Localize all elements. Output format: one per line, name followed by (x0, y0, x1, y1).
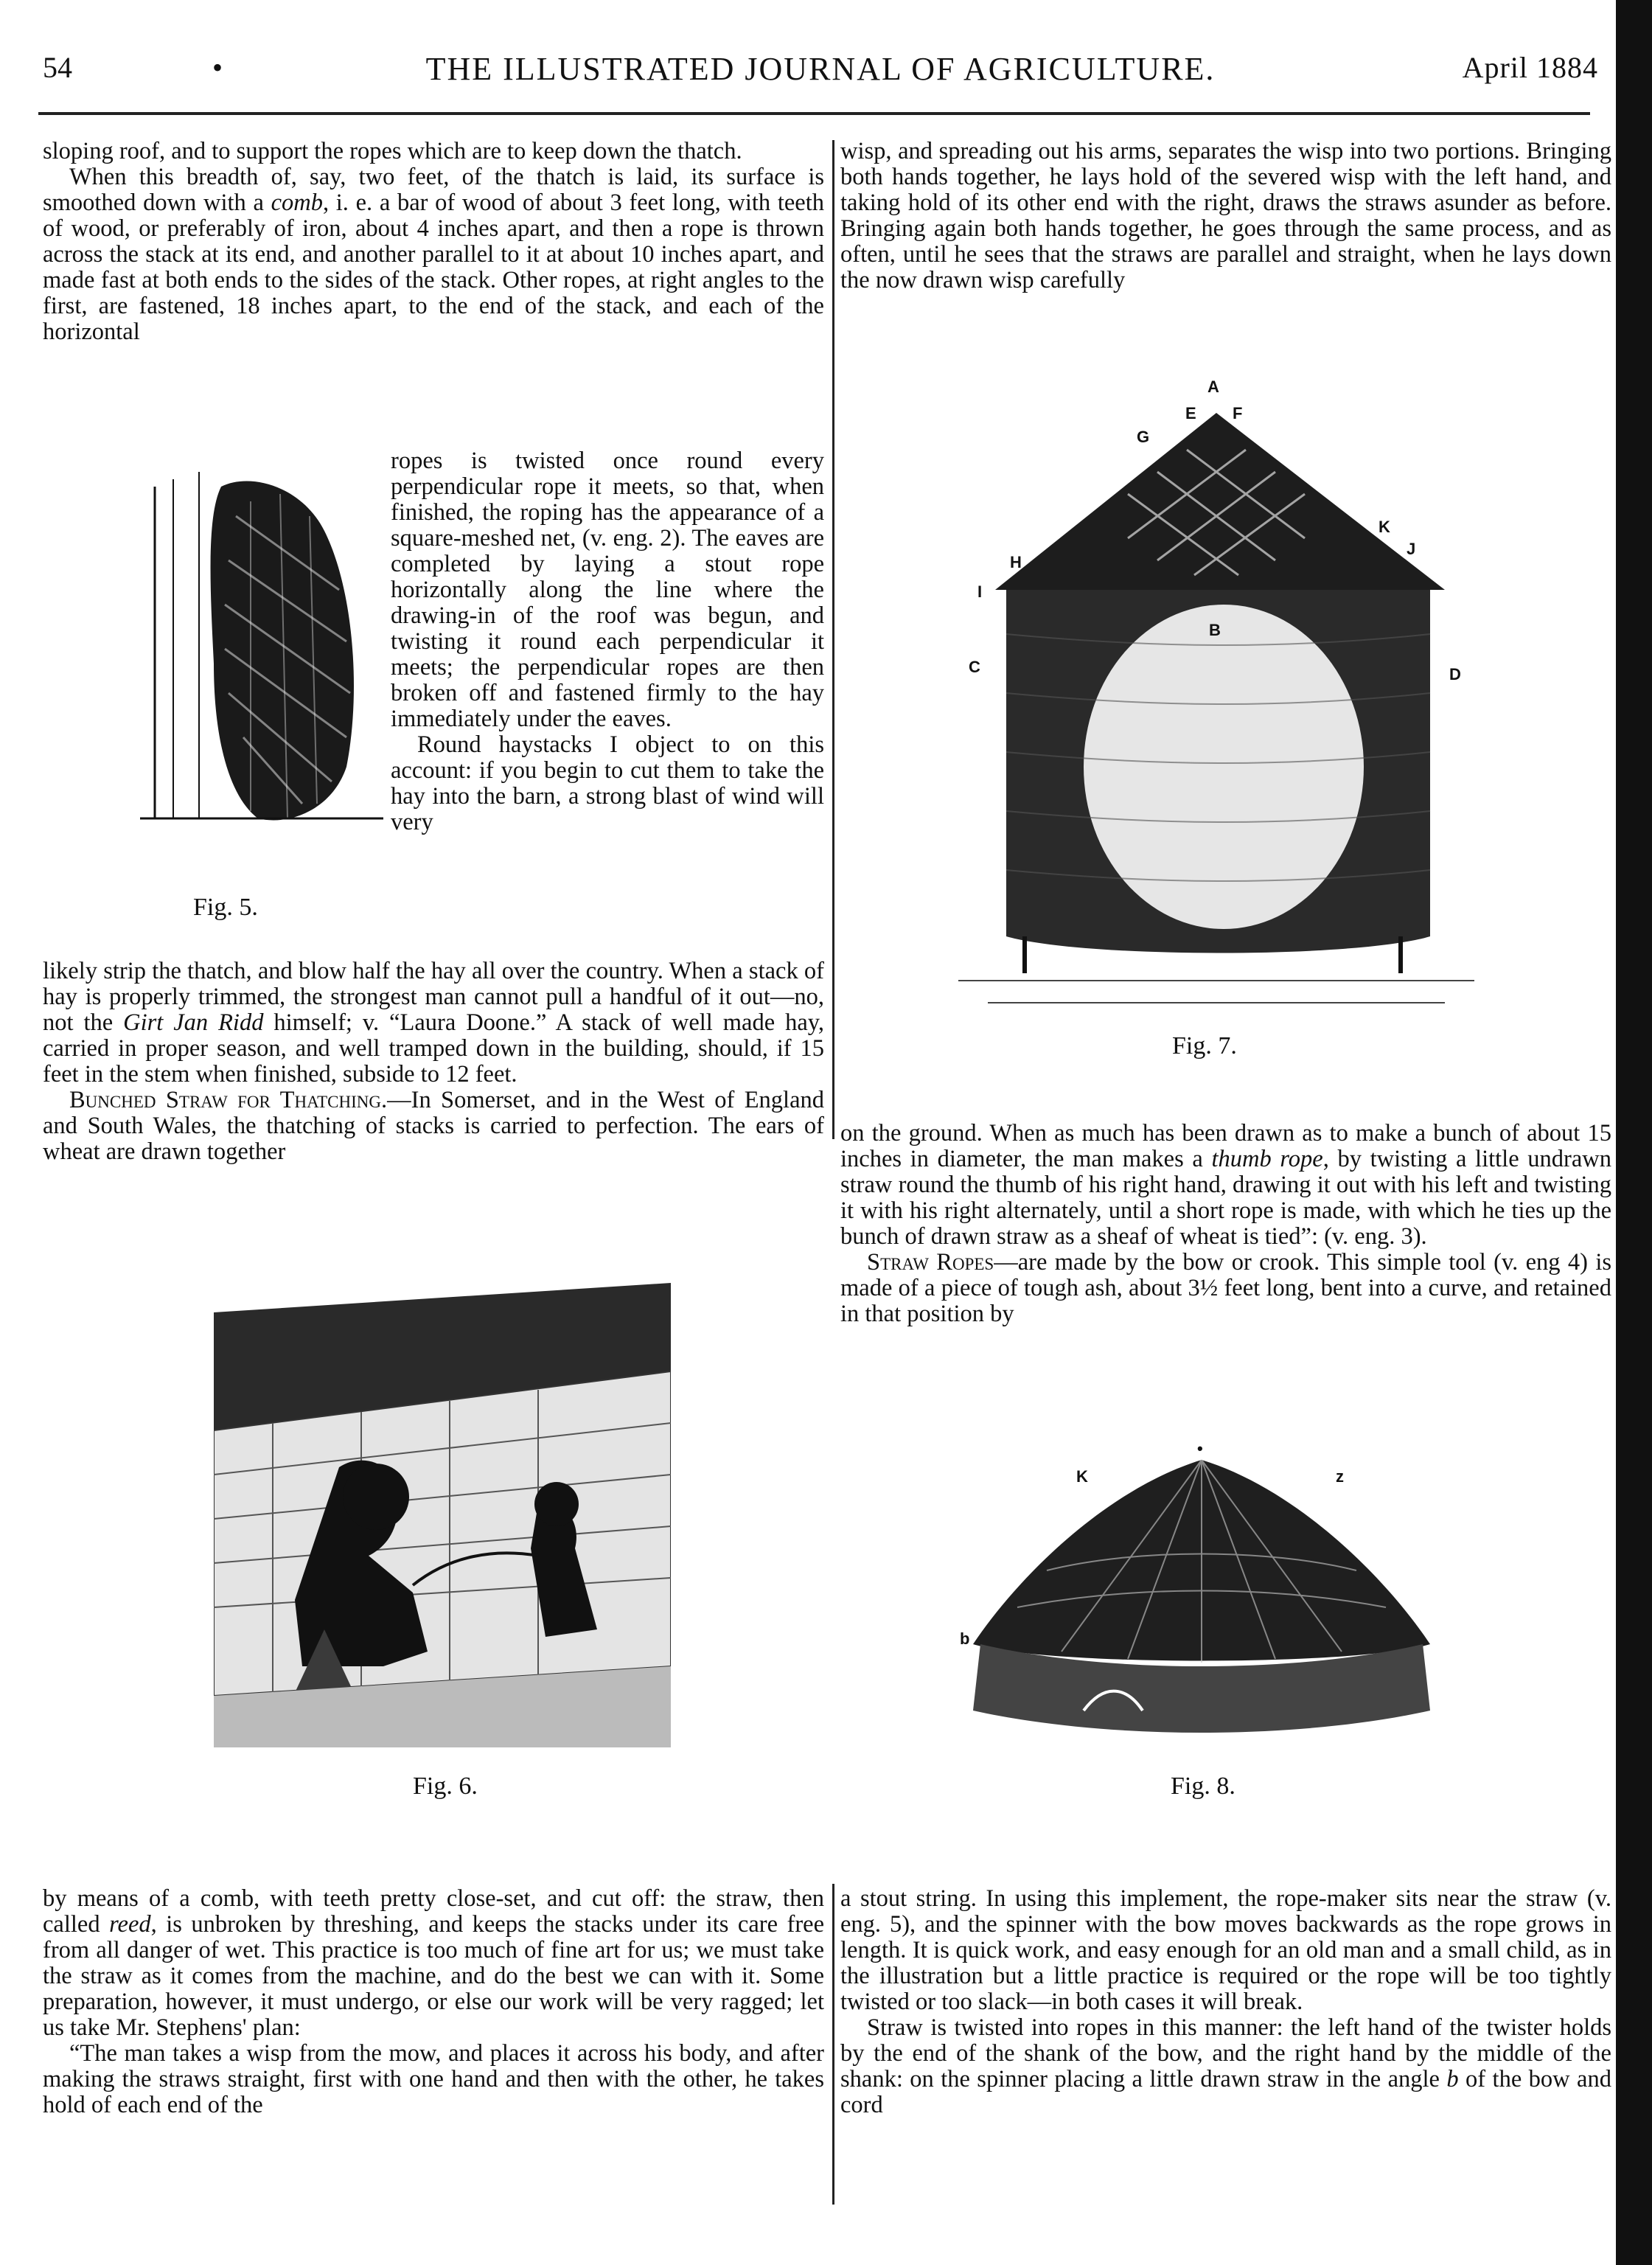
fig7-label-k: K (1379, 518, 1390, 536)
text-run: When this breadth of, say, two feet, of the thatch is laid, its surface is smoothed down with a (43, 164, 824, 216)
italic-term: comb (271, 189, 323, 216)
fig8-label-k: K (1076, 1467, 1088, 1486)
text-run: by means of a comb, with teeth pretty close-set, and cut off: the straw, then called (43, 1885, 824, 1938)
col1-top-text (43, 139, 824, 345)
figure-5-haystack-end (140, 472, 383, 833)
col2-bottom-text (840, 1886, 1611, 2118)
fig7-label-h: H (1010, 553, 1022, 571)
text-run: of the bow and cord (840, 2066, 1611, 2118)
fig7-label-g: G (1137, 428, 1150, 446)
paragraph (43, 958, 824, 1088)
text-run: himself; v. “Laura Doone.” A stack of well made hay, carried in proper season, and well tramped down in the building, should, if 15 feet in the stem when finished, subside to 12 feet. (43, 1009, 825, 1088)
col1-text-beside-fig5 (391, 448, 824, 835)
paragraph: “The man takes a wisp from the mow, and places it across his body, and after making the straws straight, first with one hand and then with the other, he takes hold of each end of the (43, 2040, 824, 2118)
section-heading: Bunched Straw for Thatching. (69, 1087, 388, 1113)
fig7-label-d: D (1449, 665, 1461, 683)
paragraph (840, 1250, 1611, 1327)
text-run: likely strip the thatch, and blow half the hay all over the country. When a stack of hay is properly trimmed, the strongest man cannot pull a handful of it out—no, not the (43, 958, 824, 1036)
fig7-label-f: F (1233, 404, 1243, 422)
fig7-label-b: B (1209, 621, 1221, 639)
page-edge-shadow (1616, 0, 1652, 2265)
paragraph (43, 164, 824, 345)
italic-letter: b (1446, 2066, 1459, 2092)
section-heading: Straw Ropes (867, 1249, 994, 1276)
paragraph (43, 1088, 824, 1165)
text-run: on the ground. When as much has been drawn as to make a bunch of about 15 inches in diameter, the man makes a (840, 1120, 1611, 1172)
fig7-label-e: E (1185, 404, 1196, 422)
fig7-caption: Fig. 7. (1172, 1032, 1237, 1060)
col2-top-text (840, 139, 1611, 293)
col1-text-after-fig5 (43, 958, 824, 1165)
fig7-label-i: I (977, 582, 983, 601)
running-header (43, 44, 1598, 96)
figure-8-stack-roof (958, 1445, 1445, 1755)
figure-6-rope-making-scene (214, 1283, 671, 1747)
paragraph: wisp, and spreading out his arms, separates the wisp into two portions. Bringing both hands together, he lays hold of the severed wisp with the left hand, and taking hold of its other end with the right, draws the straws asunder as before. Bringing again both hands together, he goes through the same process, and as often, until he sees that the straws are parallel and straight, when he lays down the now drawn wisp carefully (840, 138, 1611, 293)
col2-mid-text (840, 1121, 1611, 1327)
fig8-label-z: z (1336, 1467, 1344, 1486)
issue-date: April 1884 (1462, 51, 1598, 84)
column-rule-bottom (832, 1884, 834, 2205)
paragraph: sloping roof, and to support the ropes which are to keep down the thatch. (43, 138, 742, 164)
paragraph (43, 1886, 824, 2041)
fig7-label-j: J (1407, 540, 1416, 558)
text-run: , by twisting a little undrawn straw round the thumb of his right hand, drawing it out with his left and twisting it with his right alternately, until a short rope is made, with which he ties up the bunch of drawn straw as a sheaf of wheat is tied”: (v. eng. 3). (840, 1146, 1611, 1250)
fig8-label-top: • (1197, 1445, 1203, 1458)
text-run: , is unbroken by threshing, and keeps the stacks under its care free from all danger of wet. This practice is too much of fine art for us; we must take the straw as it comes from the machine, and do the best we can with it. Some preparation, however, it must undergo, or else our work will be very ragged; let us take Mr. Stephens' plan: (43, 1911, 824, 2041)
italic-term: reed (109, 1911, 151, 1938)
paragraph: Round haystacks I object to on this account: if you begin to cut them to take the hay into the barn, a strong blast of wind will very (391, 731, 824, 835)
italic-name: Girt Jan Ridd (123, 1009, 264, 1036)
fig8-caption: Fig. 8. (1171, 1772, 1235, 1800)
text-run: Straw is twisted into ropes in this manner: the left hand of the twister holds by the end of the shank of the bow, and the right hand by the middle of the shank: on the spinner placing a little drawn straw in the angle (840, 2014, 1611, 2092)
paragraph (840, 1121, 1611, 1250)
paragraph (840, 2015, 1611, 2118)
fig7-label-a: A (1207, 378, 1219, 396)
header-rule (38, 112, 1590, 115)
round-stack-illustration (944, 369, 1489, 1032)
figure-7-round-stack (944, 369, 1489, 1032)
italic-term: thumb rope (1211, 1146, 1323, 1172)
fig6-caption: Fig. 6. (413, 1772, 478, 1800)
text-run: —are made by the bow or crook. This simple tool (v. eng 4) is made of a piece of tough ash, about 3½ feet long, bent into a curve, and retained in that position by (840, 1249, 1611, 1327)
rope-making-illustration (214, 1283, 671, 1747)
column-rule-top (832, 140, 834, 1139)
fig8-label-b: b (960, 1629, 970, 1648)
paragraph: ropes is twisted once round every perpendicular rope it meets, so that, when finished, the roping has the appearance of a square-meshed net, (v. eng. 2). The eaves are completed by laying a stout rope horizontally along the line where the drawing-in of the roof was begun, and twisting it round each perpendicular it meets; the perpendicular ropes are then broken off and fastened firmly to the hay immediately under the eaves. (391, 448, 824, 732)
haystack-illustration (140, 472, 383, 833)
fig7-label-c: C (969, 658, 980, 676)
journal-title: THE ILLUSTRATED JOURNAL OF AGRICULTURE. (425, 51, 1216, 87)
text-run: , i. e. a bar of wood of about 3 feet long, with teeth of wood, or preferably of iron, about 4 inches apart, and then a rope is thrown across the stack at its end, and another parallel to it at about 10 inches apart, and made fast at both ends to the sides of the stack. Other ropes, at right angles to the first, are fastened, 18 inches apart, to the end of the stack, and each of the horizontal (43, 189, 825, 345)
header-dot: • (212, 51, 223, 84)
col1-bottom-text (43, 1886, 824, 2118)
page-number: 54 (43, 51, 72, 84)
text-run: —In Somerset, and in the West of England and South Wales, the thatching of stacks is carried to perfection. The ears of wheat are drawn together (43, 1087, 824, 1165)
fig5-caption: Fig. 5. (193, 894, 258, 921)
paragraph: a stout string. In using this implement, the rope-maker sits near the straw (v. eng. 5), and the spinner with the bow moves backwards as the rope grows in length. It is quick work, and easy enough for an old man and a small child, as in the illustration but a little practice is required or the rope will be too tightly twisted or too slack—in both cases it will break. (840, 1885, 1611, 2015)
stack-roof-illustration (958, 1445, 1445, 1755)
